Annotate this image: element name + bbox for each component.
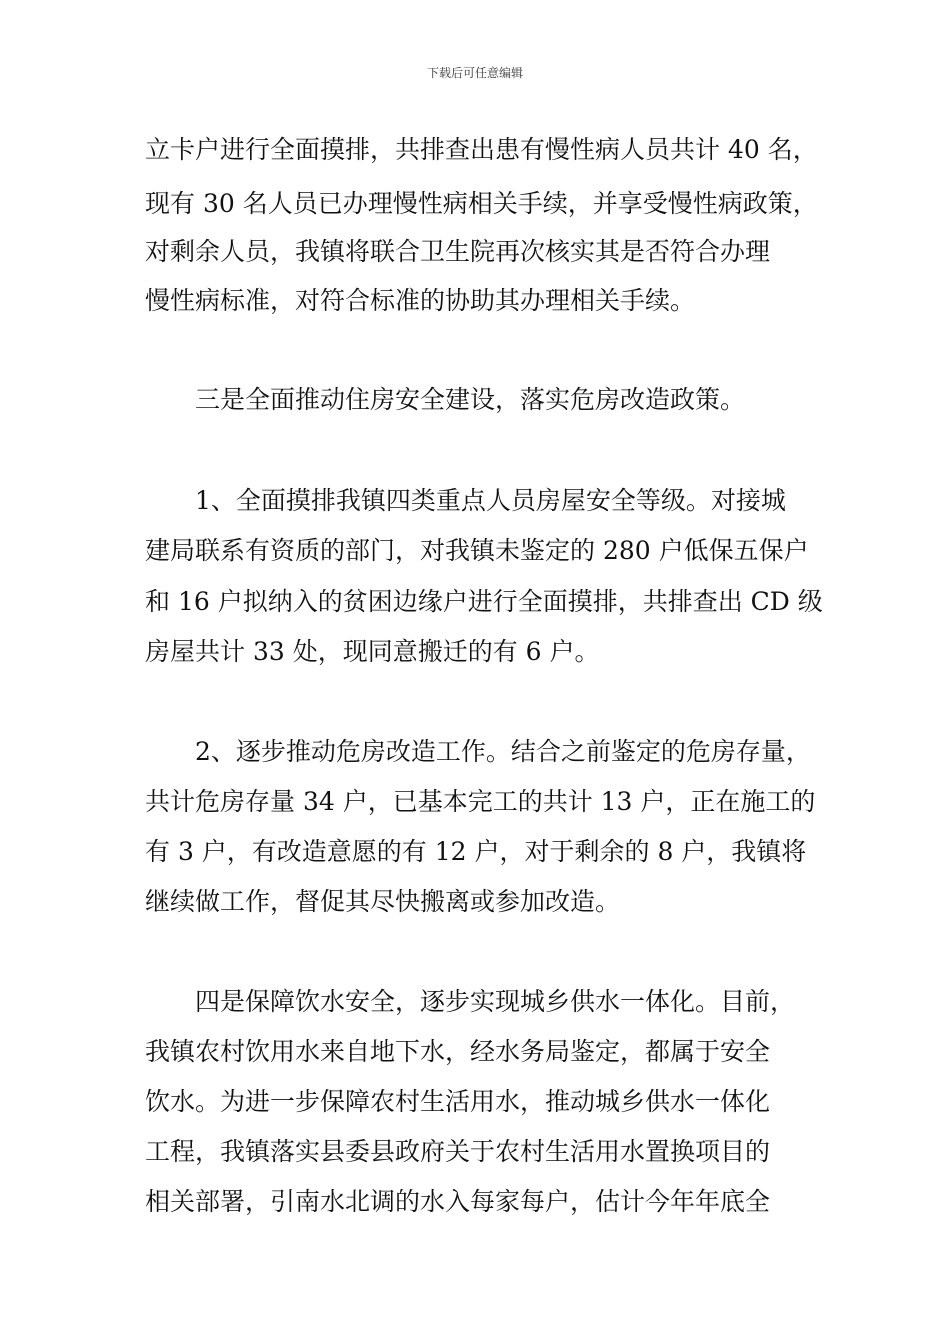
text-line: 四是保障饮水安全，逐步实现城乡供水一体化。目前， xyxy=(195,987,796,1016)
text-line: 我镇农村饮用水来自地下水，经水务局鉴定，都属于安全 xyxy=(145,1037,771,1066)
text-line: 2、逐步推动危房改造工作。结合之前鉴定的危房存量， xyxy=(195,737,811,766)
text-line: 继续做工作，督促其尽快搬离或参加改造。 xyxy=(145,887,621,916)
text-line: 1、全面摸排我镇四类重点人员房屋安全等级。对接城 xyxy=(195,486,786,515)
text-line: 房屋共计 33 处，现同意搬迁的有 6 户。 xyxy=(145,637,600,666)
text-line: 相关部署，引南水北调的水入每家每户，估计今年年底全 xyxy=(145,1187,771,1216)
text-line: 共计危房存量 34 户，已基本完工的共计 13 户，正在施工的 xyxy=(145,787,816,816)
text-line: 和 16 户拟纳入的贫困边缘户进行全面摸排，共排查出 CD 级 xyxy=(145,587,823,616)
text-line: 立卡户进行全面摸排，共排查出患有慢性病人员共计 40 名， xyxy=(145,135,818,164)
page-header: 下载后可任意编辑 xyxy=(426,66,523,80)
text-line: 对剩余人员，我镇将联合卫生院再次核实其是否符合办理 xyxy=(145,237,771,266)
text-line: 有 3 户，有改造意愿的有 12 户，对于剩余的 8 户，我镇将 xyxy=(145,837,807,866)
text-line: 三是全面推动住房安全建设，落实危房改造政策。 xyxy=(195,385,746,414)
text-line: 饮水。为进一步保障农村生活用水，推动城乡供水一体化 xyxy=(145,1087,771,1116)
text-line: 慢性病标准，对符合标准的协助其办理相关手续。 xyxy=(145,286,696,315)
text-line: 建局联系有资质的部门，对我镇未鉴定的 280 户低保五保户 xyxy=(145,536,809,565)
text-line: 现有 30 名人员已办理慢性病相关手续，并享受慢性病政策， xyxy=(145,189,818,218)
text-line: 工程，我镇落实县委县政府关于农村生活用水置换项目的 xyxy=(145,1137,771,1166)
